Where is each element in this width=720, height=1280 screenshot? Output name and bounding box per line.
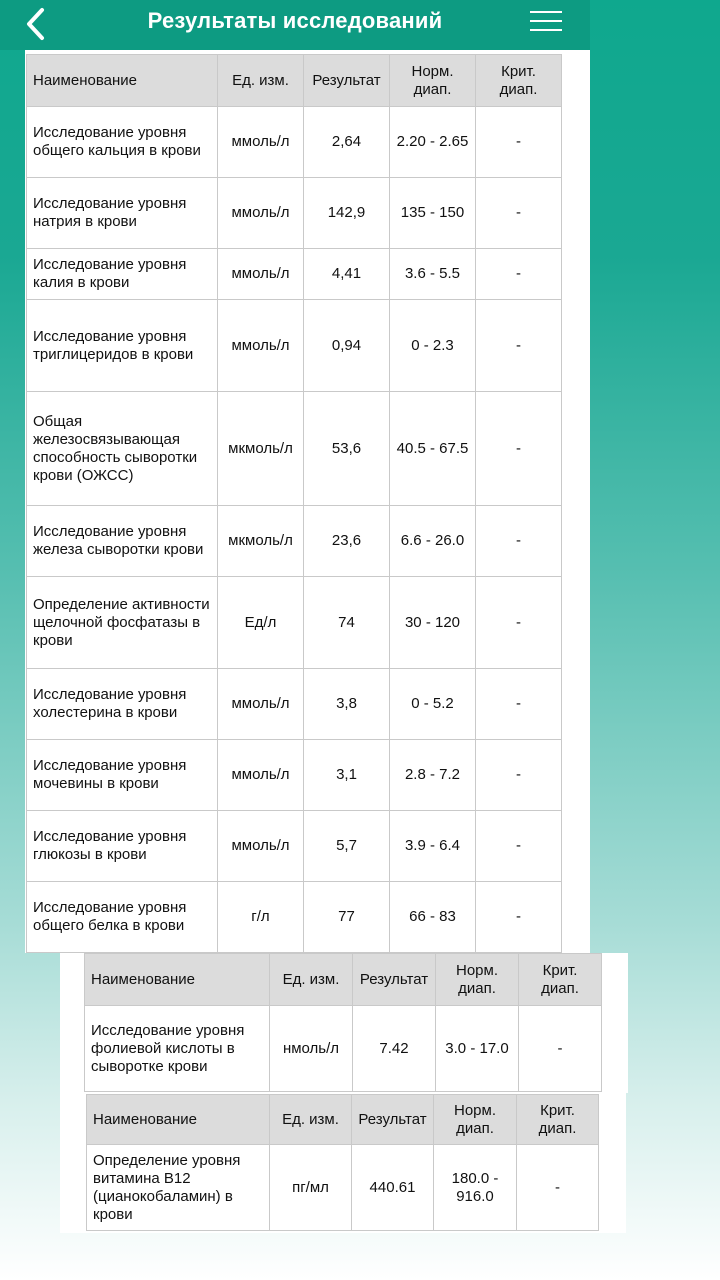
table-row: [27, 178, 562, 249]
table-row: [85, 1006, 602, 1092]
table-row: [27, 506, 562, 577]
table-header-row: [27, 55, 562, 107]
table-header-row: [85, 954, 602, 1006]
cell-result: 0,94: [304, 300, 390, 392]
cell-result: 440.61: [352, 1145, 434, 1231]
cell-name: Исследование уровня триглицеридов в крови: [27, 300, 218, 392]
cell-name: Исследование уровня фолиевой кислоты в сыворотке крови: [85, 1006, 270, 1092]
cell-norm: 2.20 - 2.65: [390, 107, 476, 178]
cell-crit: -: [476, 300, 562, 392]
cell-name: Исследование уровня железа сыворотки крови: [27, 506, 218, 577]
cell-unit: ммоль/л: [218, 249, 304, 300]
cell-crit: -: [476, 882, 562, 953]
cell-unit: ммоль/л: [218, 107, 304, 178]
cell-name: Исследование уровня глюкозы в крови: [27, 811, 218, 882]
cell-unit: ммоль/л: [218, 178, 304, 249]
cell-result: 3,1: [304, 740, 390, 811]
page-title: Результаты исследований: [147, 8, 443, 33]
cell-result: 23,6: [304, 506, 390, 577]
cell-norm: 66 - 83: [390, 882, 476, 953]
table-header-row: [87, 1095, 599, 1145]
cell-name: Исследование уровня калия в крови: [27, 249, 218, 300]
cell-unit: мкмоль/л: [218, 506, 304, 577]
header-norm: Норм. диап.: [390, 55, 476, 107]
header-crit: Крит. диап.: [519, 954, 602, 1006]
cell-name: Определение уровня витамина В12 (цианокобаламин) в крови: [87, 1145, 270, 1231]
folate-card: [60, 953, 628, 1093]
cell-unit: ммоль/л: [218, 669, 304, 740]
results-table: [26, 54, 562, 953]
b12-card: [60, 1093, 626, 1233]
cell-crit: -: [476, 669, 562, 740]
cell-unit: г/л: [218, 882, 304, 953]
cell-unit: ммоль/л: [218, 811, 304, 882]
table-row: [27, 577, 562, 669]
b12-table: [86, 1094, 599, 1231]
cell-name: Исследование уровня общего белка в крови: [27, 882, 218, 953]
table-row: [27, 107, 562, 178]
cell-result: 2,64: [304, 107, 390, 178]
cell-crit: -: [476, 249, 562, 300]
header-unit: Ед. изм.: [218, 55, 304, 107]
cell-name: Исследование уровня мочевины в крови: [27, 740, 218, 811]
cell-name: Определение активности щелочной фосфатазы в крови: [27, 577, 218, 669]
table-row: [87, 1145, 599, 1231]
header-unit: Ед. изм.: [270, 1095, 352, 1145]
results-card: [25, 50, 590, 953]
cell-unit: ммоль/л: [218, 300, 304, 392]
cell-norm: 180.0 - 916.0: [434, 1145, 517, 1231]
header-norm: Норм. диап.: [436, 954, 519, 1006]
table-row: [27, 249, 562, 300]
cell-norm: 135 - 150: [390, 178, 476, 249]
cell-norm: 6.6 - 26.0: [390, 506, 476, 577]
cell-norm: 2.8 - 7.2: [390, 740, 476, 811]
header-result: Результат: [352, 1095, 434, 1145]
cell-result: 142,9: [304, 178, 390, 249]
cell-unit: Ед/л: [218, 577, 304, 669]
cell-crit: -: [476, 577, 562, 669]
cell-norm: 30 - 120: [390, 577, 476, 669]
header-unit: Ед. изм.: [270, 954, 353, 1006]
cell-norm: 3.6 - 5.5: [390, 249, 476, 300]
table-row: [27, 300, 562, 392]
cell-unit: пг/мл: [270, 1145, 352, 1231]
cell-crit: -: [476, 392, 562, 506]
cell-result: 53,6: [304, 392, 390, 506]
cell-name: Исследование уровня холестерина в крови: [27, 669, 218, 740]
table-row: [27, 392, 562, 506]
cell-unit: нмоль/л: [270, 1006, 353, 1092]
cell-unit: ммоль/л: [218, 740, 304, 811]
table-row: [27, 740, 562, 811]
cell-norm: 3.9 - 6.4: [390, 811, 476, 882]
cell-name: Исследование уровня общего кальция в крови: [27, 107, 218, 178]
cell-crit: -: [476, 107, 562, 178]
header-name: Наименование: [87, 1095, 270, 1145]
cell-crit: -: [476, 740, 562, 811]
cell-norm: 3.0 - 17.0: [436, 1006, 519, 1092]
cell-crit: -: [476, 178, 562, 249]
cell-crit: -: [476, 506, 562, 577]
table-row: [27, 669, 562, 740]
table-row: [27, 882, 562, 953]
header-crit: Крит. диап.: [476, 55, 562, 107]
cell-result: 74: [304, 577, 390, 669]
cell-result: 77: [304, 882, 390, 953]
cell-crit: -: [476, 811, 562, 882]
cell-result: 3,8: [304, 669, 390, 740]
header-result: Результат: [304, 55, 390, 107]
cell-result: 5,7: [304, 811, 390, 882]
header-result: Результат: [353, 954, 436, 1006]
app-header: [0, 0, 590, 50]
cell-norm: 0 - 2.3: [390, 300, 476, 392]
table-row: [27, 811, 562, 882]
cell-result: 7.42: [353, 1006, 436, 1092]
header-crit: Крит. диап.: [517, 1095, 599, 1145]
cell-unit: мкмоль/л: [218, 392, 304, 506]
cell-crit: -: [517, 1145, 599, 1231]
cell-crit: -: [519, 1006, 602, 1092]
header-name: Наименование: [27, 55, 218, 107]
header-norm: Норм. диап.: [434, 1095, 517, 1145]
cell-result: 4,41: [304, 249, 390, 300]
hamburger-menu-icon[interactable]: [530, 9, 562, 33]
header-name: Наименование: [85, 954, 270, 1006]
cell-name: Исследование уровня натрия в крови: [27, 178, 218, 249]
cell-name: Общая железосвязывающая способность сыворотки крови (ОЖСС): [27, 392, 218, 506]
cell-norm: 0 - 5.2: [390, 669, 476, 740]
cell-norm: 40.5 - 67.5: [390, 392, 476, 506]
folate-table: [84, 953, 602, 1092]
